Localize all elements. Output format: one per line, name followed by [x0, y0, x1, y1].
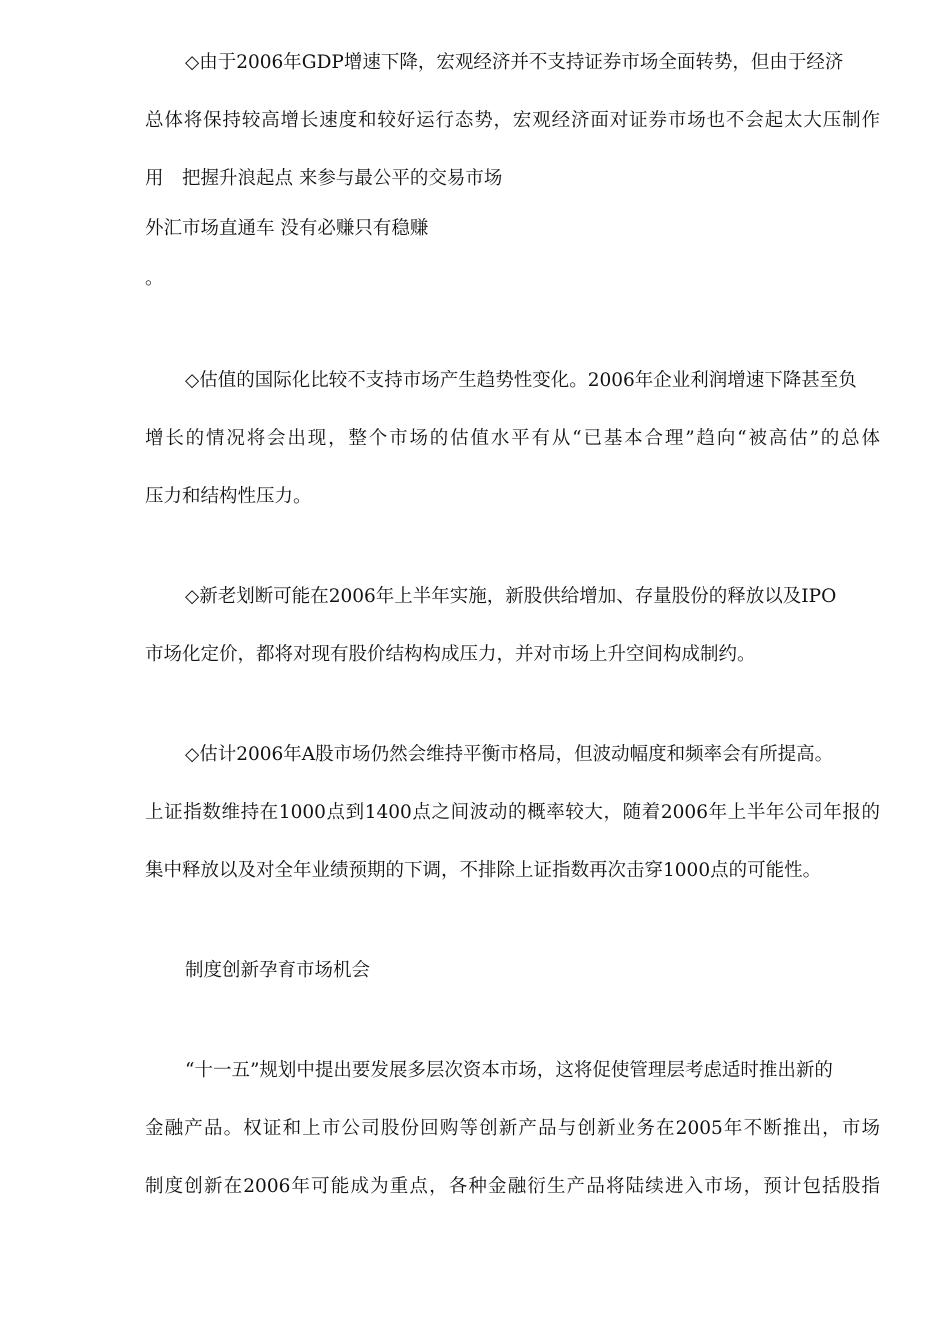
paragraph-4-line-2: 上证指数维持在1000点到1400点之间波动的概率较大，随着2006年上半年公司年报的: [145, 802, 880, 823]
paragraph-1-line-5: 。: [145, 268, 164, 289]
paragraph-6-line-1: “十一五”规划中提出要发展多层次资本市场，这将促使管理层考虑适时推出新的: [185, 1060, 833, 1081]
section-heading: 制度创新孕育市场机会: [185, 960, 371, 981]
paragraph-4-line-1: ◇估计2006年A股市场仍然会维持平衡市格局，但波动幅度和频率会有所提高。: [185, 744, 834, 765]
paragraph-6-line-2: 金融产品。权证和上市公司股份回购等创新产品与创新业务在2005年不断推出，市场: [145, 1118, 880, 1139]
paragraph-3-line-2: 市场化定价，都将对现有股价结构构成压力，并对市场上升空间构成制约。: [145, 644, 756, 665]
paragraph-2-line-3: 压力和结构性压力。: [145, 486, 312, 507]
paragraph-1-line-2: 总体将保持较高增长速度和较好运行态势，宏观经济面对证券市场也不会起太大压制作: [145, 110, 880, 131]
paragraph-4-line-3: 集中释放以及对全年业绩预期的下调，不排除上证指数再次击穿1000点的可能性。: [145, 860, 822, 881]
paragraph-1-line-3: 用 把握升浪起点 来参与最公平的交易市场: [145, 168, 503, 189]
paragraph-3-line-1: ◇新老划断可能在2006年上半年实施，新股供给增加、存量股份的释放以及IPO: [185, 586, 837, 607]
paragraph-1-line-4: 外汇市场直通车 没有必赚只有稳赚: [145, 218, 429, 239]
paragraph-6-line-3: 制度创新在2006年可能成为重点，各种金融衍生产品将陆续进入市场，预计包括股指: [145, 1176, 880, 1197]
paragraph-2-line-2: 增长的情况将会出现，整个市场的估值水平有从“已基本合理”趋向“被高估”的总体: [145, 428, 880, 449]
paragraph-1-line-1: ◇由于2006年GDP增速下降，宏观经济并不支持证券市场全面转势，但由于经济: [185, 52, 844, 73]
paragraph-2-line-1: ◇估值的国际化比较不支持市场产生趋势性变化。2006年企业利润增速下降甚至负: [185, 370, 857, 391]
